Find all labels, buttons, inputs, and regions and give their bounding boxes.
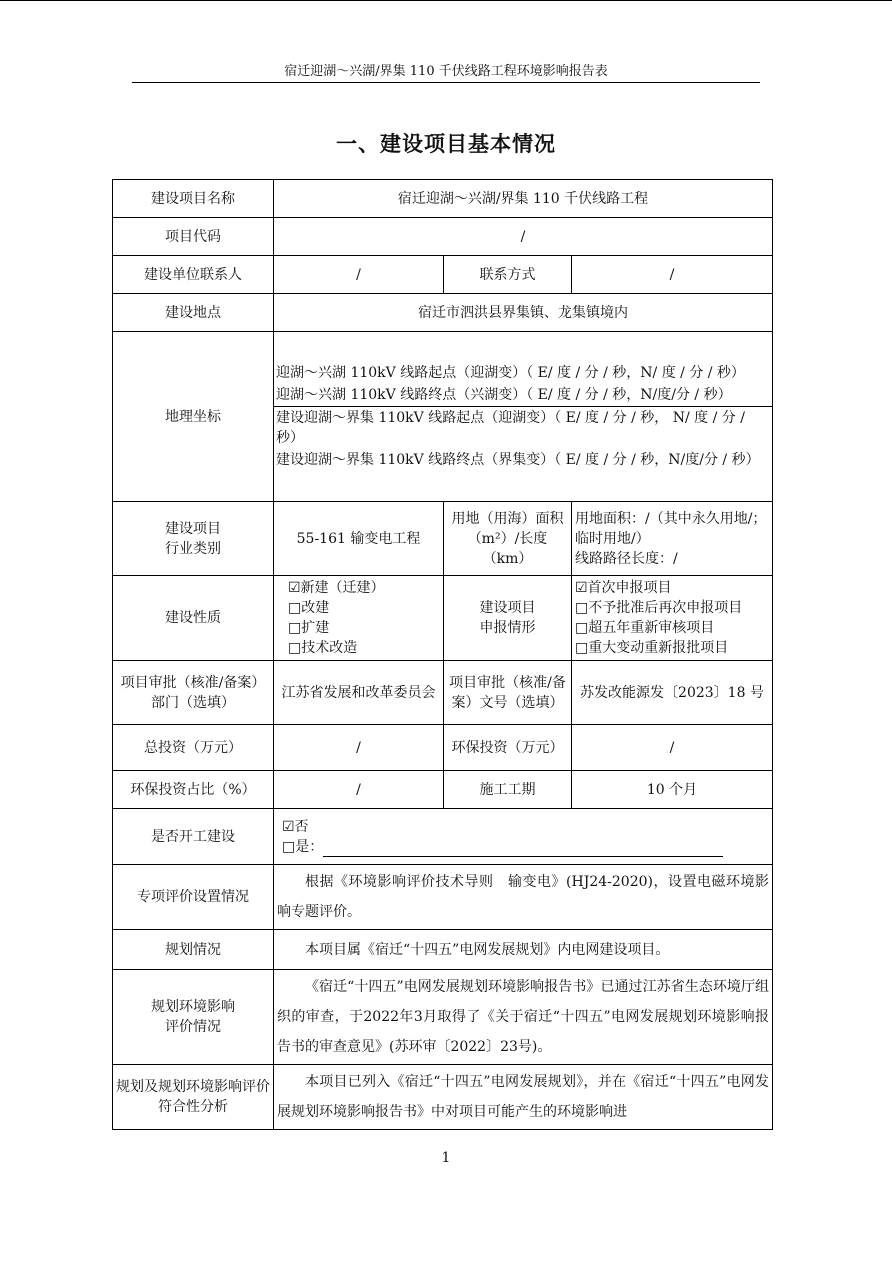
coordinates-block-yinghu-jieji	[274, 406, 772, 471]
route-length-line: 线路路径长度：/	[575, 550, 678, 567]
special-evaluation-value	[274, 865, 773, 930]
table-row	[113, 970, 773, 1065]
started-options	[274, 809, 773, 865]
env-ratio-label: 环保投资占比（%）	[113, 771, 274, 809]
table-row	[113, 725, 773, 771]
env-investment-label: 环保投资（万元）	[444, 725, 572, 771]
conformity-analysis-value	[274, 1065, 773, 1130]
construction-nature-label: 建设性质	[113, 576, 274, 661]
checkbox-rebuild[interactable]: □改建	[288, 600, 330, 616]
started-yes-input[interactable]	[323, 842, 723, 857]
table-row	[113, 865, 773, 930]
planning-env-label: 规划环境影响 评价情况	[113, 970, 274, 1065]
table-row	[113, 502, 773, 576]
table-row	[113, 576, 773, 661]
table-row	[113, 930, 773, 970]
total-investment-value: /	[274, 725, 444, 771]
land-area-value	[572, 502, 773, 576]
industry-category-value: 55-161 输变电工程	[274, 502, 444, 576]
section-title: 一、建设项目基本情况	[336, 132, 556, 156]
table-row	[113, 332, 773, 502]
planning-text: 本项目属《宿迁“十四五”电网发展规划》内电网建设项目。	[305, 941, 670, 958]
project-name-label: 建设项目名称	[113, 180, 274, 218]
planning-value	[274, 930, 773, 970]
project-info-table	[112, 179, 773, 1130]
checkbox-five-year-review[interactable]: □超五年重新审核项目	[575, 620, 715, 636]
table-row	[113, 180, 773, 218]
declaration-options	[572, 576, 773, 661]
started-yes-line	[282, 837, 769, 857]
project-code-value: /	[274, 218, 773, 256]
approval-doc-value: 苏发改能源发〔2023〕18 号	[572, 661, 773, 725]
total-investment-label: 总投资（万元）	[113, 725, 274, 771]
location-value: 宿迁市泗洪县界集镇、龙集镇境内	[274, 294, 773, 332]
header-rule	[132, 82, 760, 83]
env-investment-value: /	[572, 725, 773, 771]
coordinates-line: 迎湖～兴湖 110kV 线路终点（兴湖变）（ E/ 度 / 分 / 秒，N/度/分 / 秒）	[276, 387, 732, 403]
conformity-analysis-label: 规划及规划环境影响评价符合性分析	[113, 1065, 274, 1130]
conformity-analysis-text: 本项目已列入《宿迁“十四五”电网发展规划》，并在《宿迁“十四五”电网发展规划环境影响报告书》中对项目可能产生的环境影响进	[277, 1074, 769, 1120]
table-row	[113, 218, 773, 256]
checkbox-tech-upgrade[interactable]: □技术改造	[288, 640, 358, 656]
page-number: 1	[441, 1150, 451, 1166]
planning-env-text: 《宿迁“十四五”电网发展规划环境影响报告书》已通过江苏省生态环境厅组织的审查，于2022年3月取得了《关于宿迁“十四五”电网发展规划环境影响报告书的审查意见》(苏环审〔2022〕23号)。	[277, 979, 769, 1055]
table-row	[113, 294, 773, 332]
started-label: 是否开工建设	[113, 809, 274, 865]
coordinates-line: 建设迎湖～界集 110kV 线路起点（迎湖变）（ E/ 度 / 分 / 秒， N/ 度 / 分 / 秒）	[276, 410, 745, 446]
table-row	[113, 661, 773, 725]
industry-category-label: 建设项目 行业类别	[113, 502, 274, 576]
contact-person-value: /	[274, 256, 444, 294]
project-name-value: 宿迁迎湖～兴湖/界集 110 千伏线路工程	[274, 180, 773, 218]
checkbox-major-change[interactable]: □重大变动重新报批项目	[575, 640, 729, 656]
table-row	[113, 1065, 773, 1130]
table-row	[113, 256, 773, 294]
checkbox-first-declare-checked[interactable]: ☑首次申报项目	[575, 580, 672, 596]
special-evaluation-label: 专项评价设置情况	[113, 865, 274, 930]
running-header: 宿迁迎湖～兴湖/界集 110 千伏线路工程环境影响报告表	[284, 64, 608, 79]
land-area-line: 用地面积：/（其中永久用地/；临时用地/）	[575, 510, 767, 547]
table-row	[113, 771, 773, 809]
coordinates-block-yinghu-xinghu	[274, 362, 772, 406]
checkbox-new-checked[interactable]: ☑新建（迁建）	[288, 580, 385, 596]
table-row	[113, 809, 773, 865]
land-area-label: 用地（用海）面积（m²）/长度（km）	[444, 502, 572, 576]
construction-period-value: 10 个月	[572, 771, 773, 809]
approval-dept-label: 项目审批（核准/备案）部门（选填）	[113, 661, 274, 725]
construction-period-label: 施工工期	[444, 771, 572, 809]
checkbox-not-started-checked[interactable]: ☑否	[282, 818, 309, 835]
declaration-label: 建设项目 申报情形	[444, 576, 572, 661]
location-label: 建设地点	[113, 294, 274, 332]
coordinates-line: 建设迎湖～界集 110kV 线路终点（界集变）（ E/ 度 / 分 / 秒，N/度/分 / 秒）	[276, 452, 760, 468]
checkbox-expand[interactable]: □扩建	[288, 620, 330, 636]
coordinates-label: 地理坐标	[113, 332, 274, 502]
contact-method-label: 联系方式	[444, 256, 572, 294]
project-code-label: 项目代码	[113, 218, 274, 256]
approval-doc-label: 项目审批（核准/备案）文号（选填）	[444, 661, 572, 725]
construction-nature-options	[274, 576, 444, 661]
top-border-line	[0, 0, 892, 1]
contact-person-label: 建设单位联系人	[113, 256, 274, 294]
coordinates-line: 迎湖～兴湖 110kV 线路起点（迎湖变）（ E/ 度 / 分 / 秒，N/ 度 / 分 / 秒）	[276, 365, 745, 381]
env-ratio-value: /	[274, 771, 444, 809]
approval-dept-value: 江苏省发展和改革委员会	[274, 661, 444, 725]
special-evaluation-text: 根据《环境影响评价技术导则 输变电》(HJ24-2020)，设置电磁环境影响专题评价。	[277, 874, 769, 920]
planning-label: 规划情况	[113, 930, 274, 970]
planning-env-value	[274, 970, 773, 1065]
coordinates-cell	[274, 332, 773, 502]
checkbox-redeclare[interactable]: □不予批准后再次申报项目	[575, 600, 743, 616]
contact-method-value: /	[572, 256, 773, 294]
checkbox-started-yes[interactable]: □是：	[282, 838, 324, 855]
